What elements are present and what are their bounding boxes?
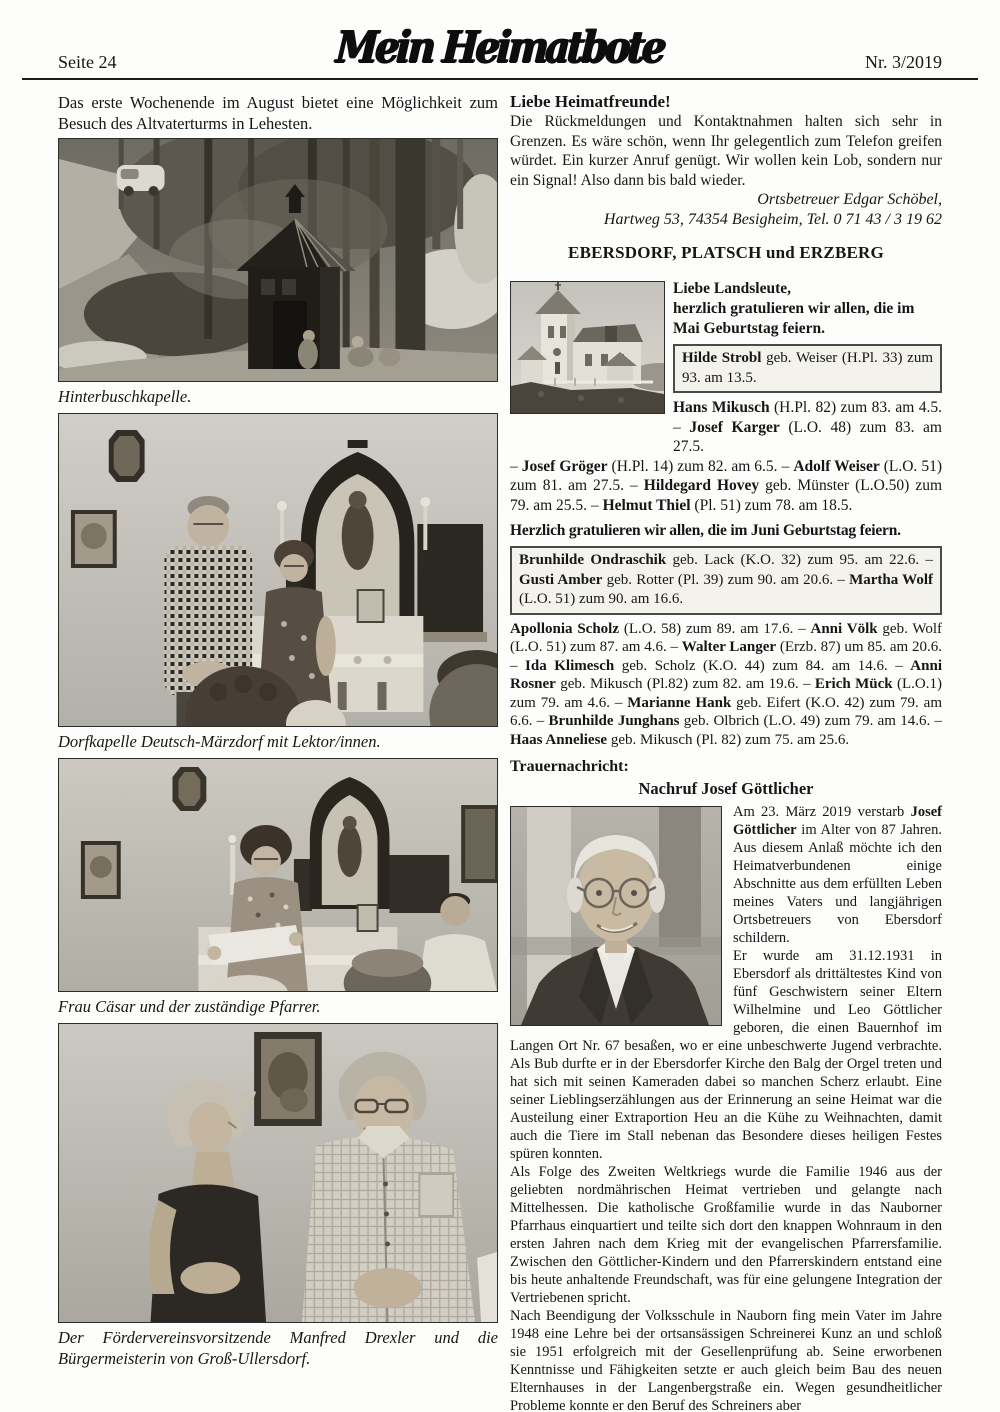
section-heading-ebersdorf: EBERSDORF, PLATSCH und ERZBERG [568,243,884,262]
ebersdorf-church-photo [510,281,665,414]
chapel-interior-illustration [59,414,497,726]
photo-caption-frau-caesar: Frau Cäsar und der zuständige Pfarrer. [58,997,321,1016]
obituary-paragraph-4: Nach Beendigung der Volksschule in Nauborn fing mein Vater im Jahre 1948 eine Lehre bei der ortsansässigen Schreinerei Kunz an und schloß sie 1951 erfolgreich mit der Gesellenprüfung ab. Seine erworbenen Kenntnisse und Fähigkeiten setzte er auch gleich beim Bau des neuen Elternhauses in der Langenbergstraße ein. Wegen gesundheitlicher Probleme konnte er den Beruf des Schreiners aber [510,1308,942,1412]
elderly-man-portrait-illustration [511,807,721,1025]
photo-caption-hinterbuschkapelle: Hinterbuschkapelle. [58,387,192,406]
obituary-paragraph-2: Er wurde am 31.12.1931 in Ebersdorf als drittältestes Kind von fünf Geschwistern seiner Eltern Wilhelmine und Leo Göttlicher geboren, die einen Bauernhof im Langen Ort Nr. 67 besaßen, wo er eine unbeschwerte Jugend verbrachte. Als Bub durfte er in der Ebersdorfer Kirche den Balg der Orgel treten und hat sich mit seinen Kameraden dabei so manchen Scherz erlaubt. Eine seiner Lieblingserzählungen aus der Erinnerung an seine Heimat war die Austeilung einer Extraportion Heu an die Kühe zu Weihnachten, damit auch die Tiere im Stall nebenan das Besondere dieses heiligen Festes spüren konnten. [510,948,942,1162]
foerderverein-photo [58,1023,498,1323]
masthead-logo: Mein Heimatbote [334,20,666,73]
photo-caption-dorfkapelle: Dorfkapelle Deutsch-Märzdorf mit Lektor/innen. [58,732,381,751]
village-church-illustration [511,282,664,413]
may-birthdays-full: – Josef Gröger (H.Pl. 14) zum 82. am 6.5. – Adolf Weiser (L.O. 51) zum 81. am 27.5. – Hildegard Hovey geb. Münster (L.O.50) zum 79. am 25.5. – Helmut Thiel (Pl. 51) zum 78. am 18.5. [510,457,943,514]
may-congrats-line: herzlich gratulieren wir allen, die im Mai Geburtstag feiern. [673,300,915,337]
reading-woman-illustration [59,759,497,991]
birthday-box-may: Hilde Strobl geb. Weiser (H.Pl. 33) zum 93. am 13.5. [673,344,942,393]
may-birthdays-side: Hans Mikusch (H.Pl. 82) zum 83. am 4.5. – Josef Karger (L.O. 48) zum 83. am 27.5. [673,399,942,455]
signature-name: Ortsbetreuer Edgar Schöbel, [757,191,942,208]
obituary-paragraph-1: Am 23. März 2019 verstarb Josef Göttlicher im Alter von 87 Jahren. Aus diesem Anlaß möchte ich den Heimatverbundenen einige Abschnitte aus dem erfüllten Leben meines Vaters und langjährigen Ortsbetreuers von Ebersdorf schildern. [733,804,942,946]
trauernachricht-heading: Trauernachricht: [510,758,629,775]
two-people-talking-illustration [59,1024,497,1322]
landsleute-salutation: Liebe Landsleute, [673,280,791,297]
photo-caption-foerderverein: Der Fördervereinsvorsitzende Manfred Drexler und die Bürgermeisterin von Groß-Ullersdorf. [58,1328,498,1368]
intro-paragraph: Das erste Wochenende im August bietet eine Möglichkeit zum Besuch des Altvaterturms in Lehesten. [58,93,498,133]
issue-number: Nr. 3/2019 [864,52,942,72]
frau-caesar-photo [58,758,498,992]
left-column [58,92,498,1375]
birthday-intro-text [673,279,942,457]
josef-goettlicher-portrait [510,806,722,1026]
obituary-block [510,803,942,1412]
dorfkapelle-photo [58,413,498,727]
right-column [510,92,942,1412]
obituary-paragraph-3: Als Folge des Zweiten Weltkriegs wurde die Familie 1946 aus der geliebten nordmährischen Heimat vertrieben und gelangte nach Mittelhessen. Die katholische Großfamilie wurde in das Nauborner Pfarrhaus einquartiert und teilte sich dort den knappen Wohnraum in den ersten Jahren nach dem Krieg mit der evangelischen Pfarrersfamilie. Zwischen den Göttlicher-Kindern und den Pfarrerskindern entstand eine bis heute anhaltende Freundschaft, was für eine gelungene Integration der Vertriebenen spricht. [510,1164,942,1306]
birthday-media-block [510,279,942,457]
june-congrats-heading: Herzlich gratulieren wir allen, die im Juni Geburtstag feiern. [510,522,901,539]
header-rule [22,78,978,80]
hinterbuschkapelle-photo [58,138,498,382]
page-number: Seite 24 [58,52,117,72]
signature-address: Hartweg 53, 74354 Besigheim, Tel. 0 71 43 / 3 19 62 [603,210,942,228]
greeting-heading: Liebe Heimatfreunde! [510,92,671,111]
forest-chapel-illustration [59,139,497,381]
june-birthdays-list: Apollonia Scholz (L.O. 58) zum 89. am 17.6. – Anni Völk geb. Wolf (L.O. 51) zum 87. am 4.6. – Walter Langer (Erzb. 87) um 85. am 20.6. – Ida Klimesch geb. Scholz (K.O. 44) zum 84. am 14.6. – Anni Rosner geb. Mikusch (Pl.82) zum 82. am 19.6. – Erich Mück (L.O.1) zum 79. am 4.6. – Marianne Hank geb. Eifert (K.O. 42) zum 79. am 6.6. – Brunhilde Junghans geb. Olbrich (L.O. 49) zum 79. am 14.6. – Haas Anneliese geb. Mikusch (Pl. 82) zum 75. am 25.6. [510,620,943,748]
greeting-paragraph: Die Rückmeldungen und Kontaktnahmen halten sich sehr in Grenzen. Es wäre schön, wenn Ihr gelegentlich zum Telefon greifen würdet. Ein kurzer Anruf genügt. Wir wollen kein Lob, sondern nur ein Signal! Also dann bis bald wieder. [510,113,942,189]
nachruf-heading: Nachruf Josef Göttlicher [638,779,814,798]
birthday-box-june: Brunhilde Ondraschik geb. Lack (K.O. 32) zum 95. am 22.6. – Gusti Amber geb. Rotter (Pl. 39) zum 90. am 20.6. – Martha Wolf (L.O. 51) zum 90. am 16.6. [510,546,942,615]
